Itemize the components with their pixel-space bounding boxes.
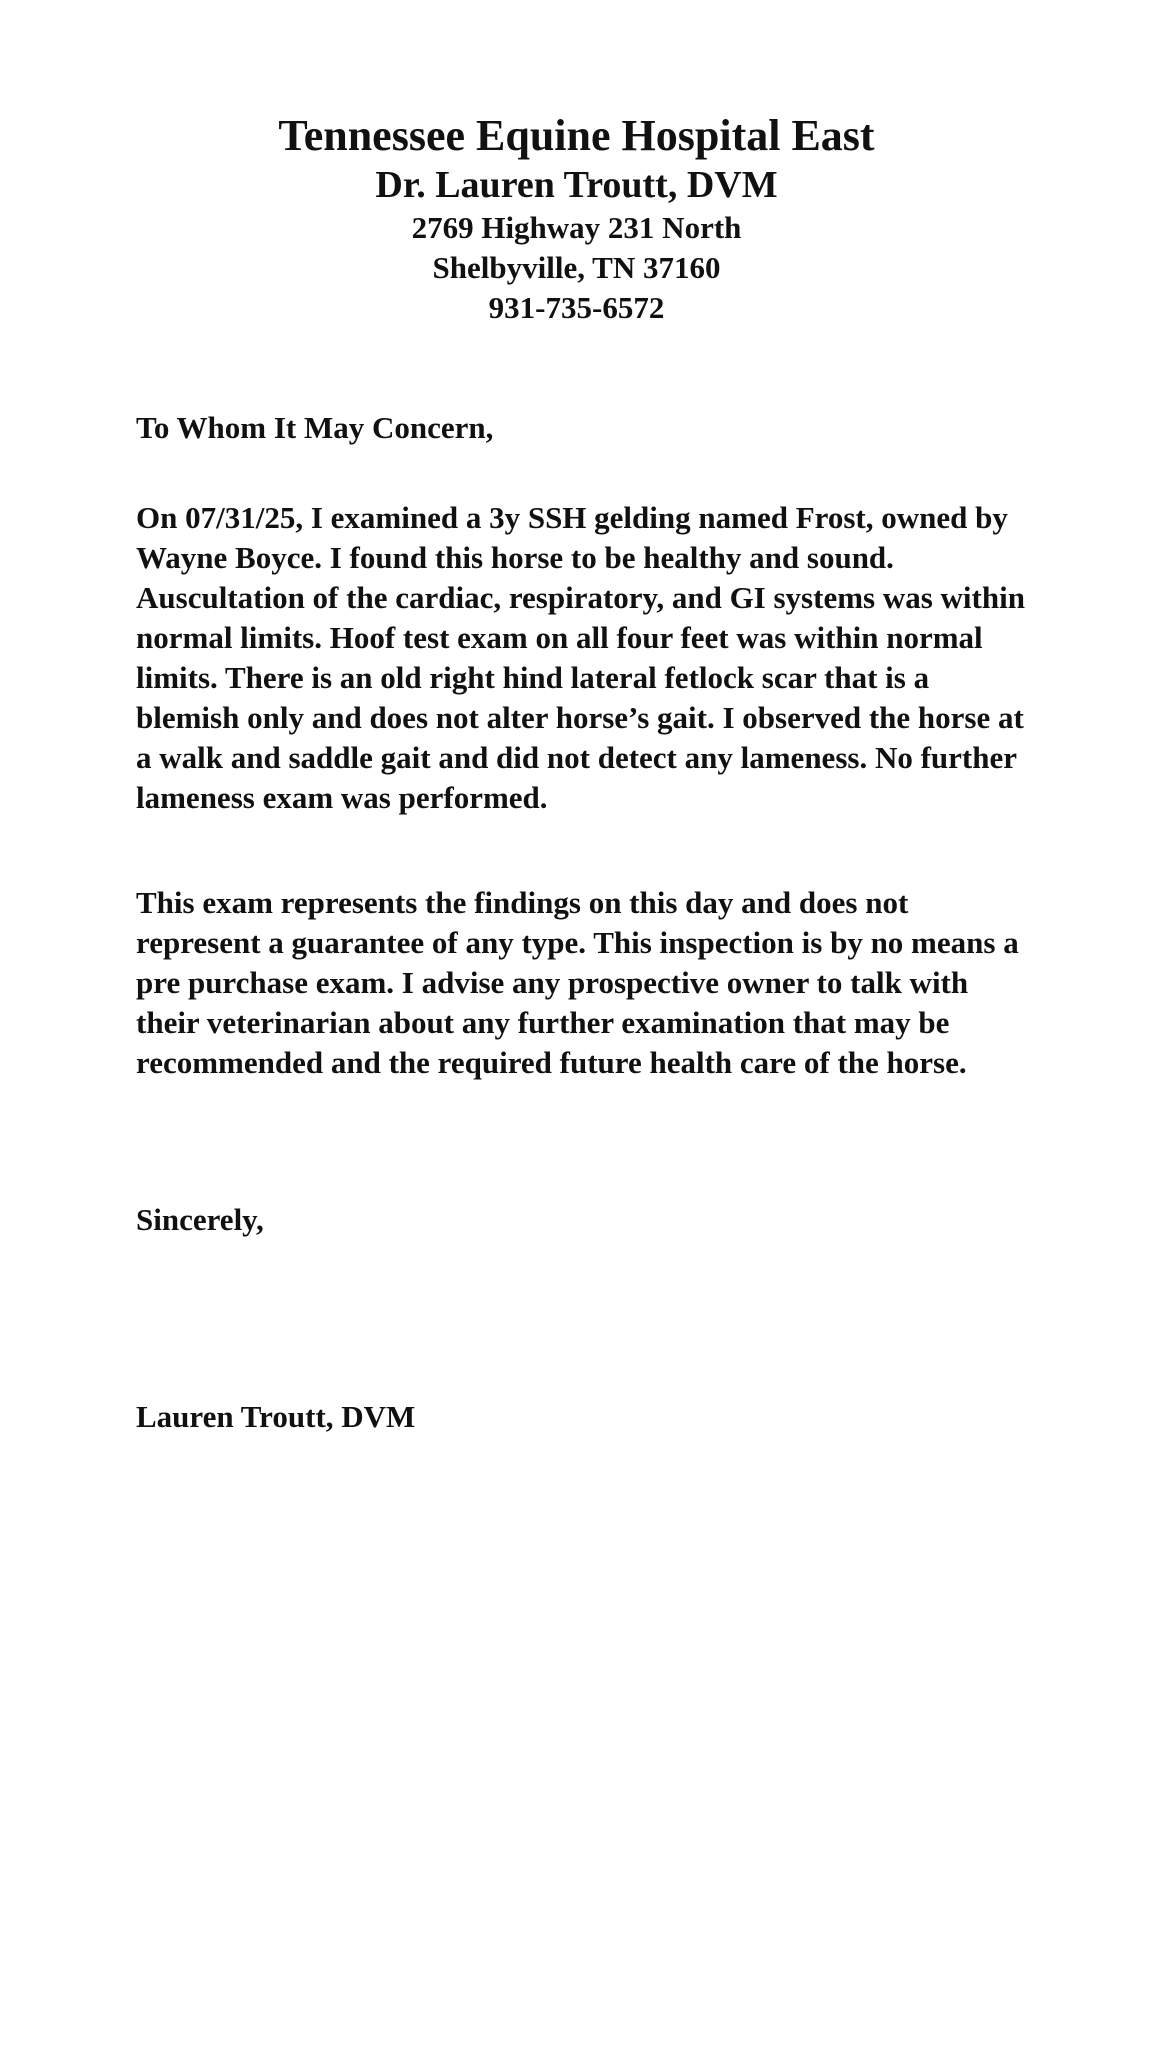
signature-name: Lauren Troutt, DVM: [136, 1399, 416, 1434]
exam-findings-paragraph: On 07/31/25, I examined a 3y SSH gelding named Frost, owned by Wayne Boyce. I found this horse to be healthy and sound. Auscultation of the cardiac, respiratory, and GI systems was within normal limits. Hoof test exam on all four feet was within normal limits. There is an old right hind lateral fetlock scar that is a blemish only and does not alter horse’s gait. I observed the horse at a walk and saddle gait and did not detect any lameness. No further lameness exam was performed.: [136, 500, 1025, 815]
letterhead: [0, 110, 1153, 328]
closing: Sincerely,: [136, 1202, 264, 1237]
phone-number: 931-735-6572: [488, 290, 665, 325]
clinic-name: Tennessee Equine Hospital East: [278, 111, 875, 160]
address-line-2: Shelbyville, TN 37160: [432, 250, 721, 285]
address-line-1: 2769 Highway 231 North: [411, 210, 742, 245]
disclaimer-paragraph: This exam represents the findings on this day and does not represent a guarantee of any type. This inspection is by no means a pre purchase exam. I advise any prospective owner to talk with their veterinarian about any further examination that may be recommended and the required future health care of the horse.: [136, 885, 1019, 1080]
doctor-name: Dr. Lauren Troutt, DVM: [375, 164, 778, 206]
salutation: To Whom It May Concern,: [136, 410, 494, 445]
